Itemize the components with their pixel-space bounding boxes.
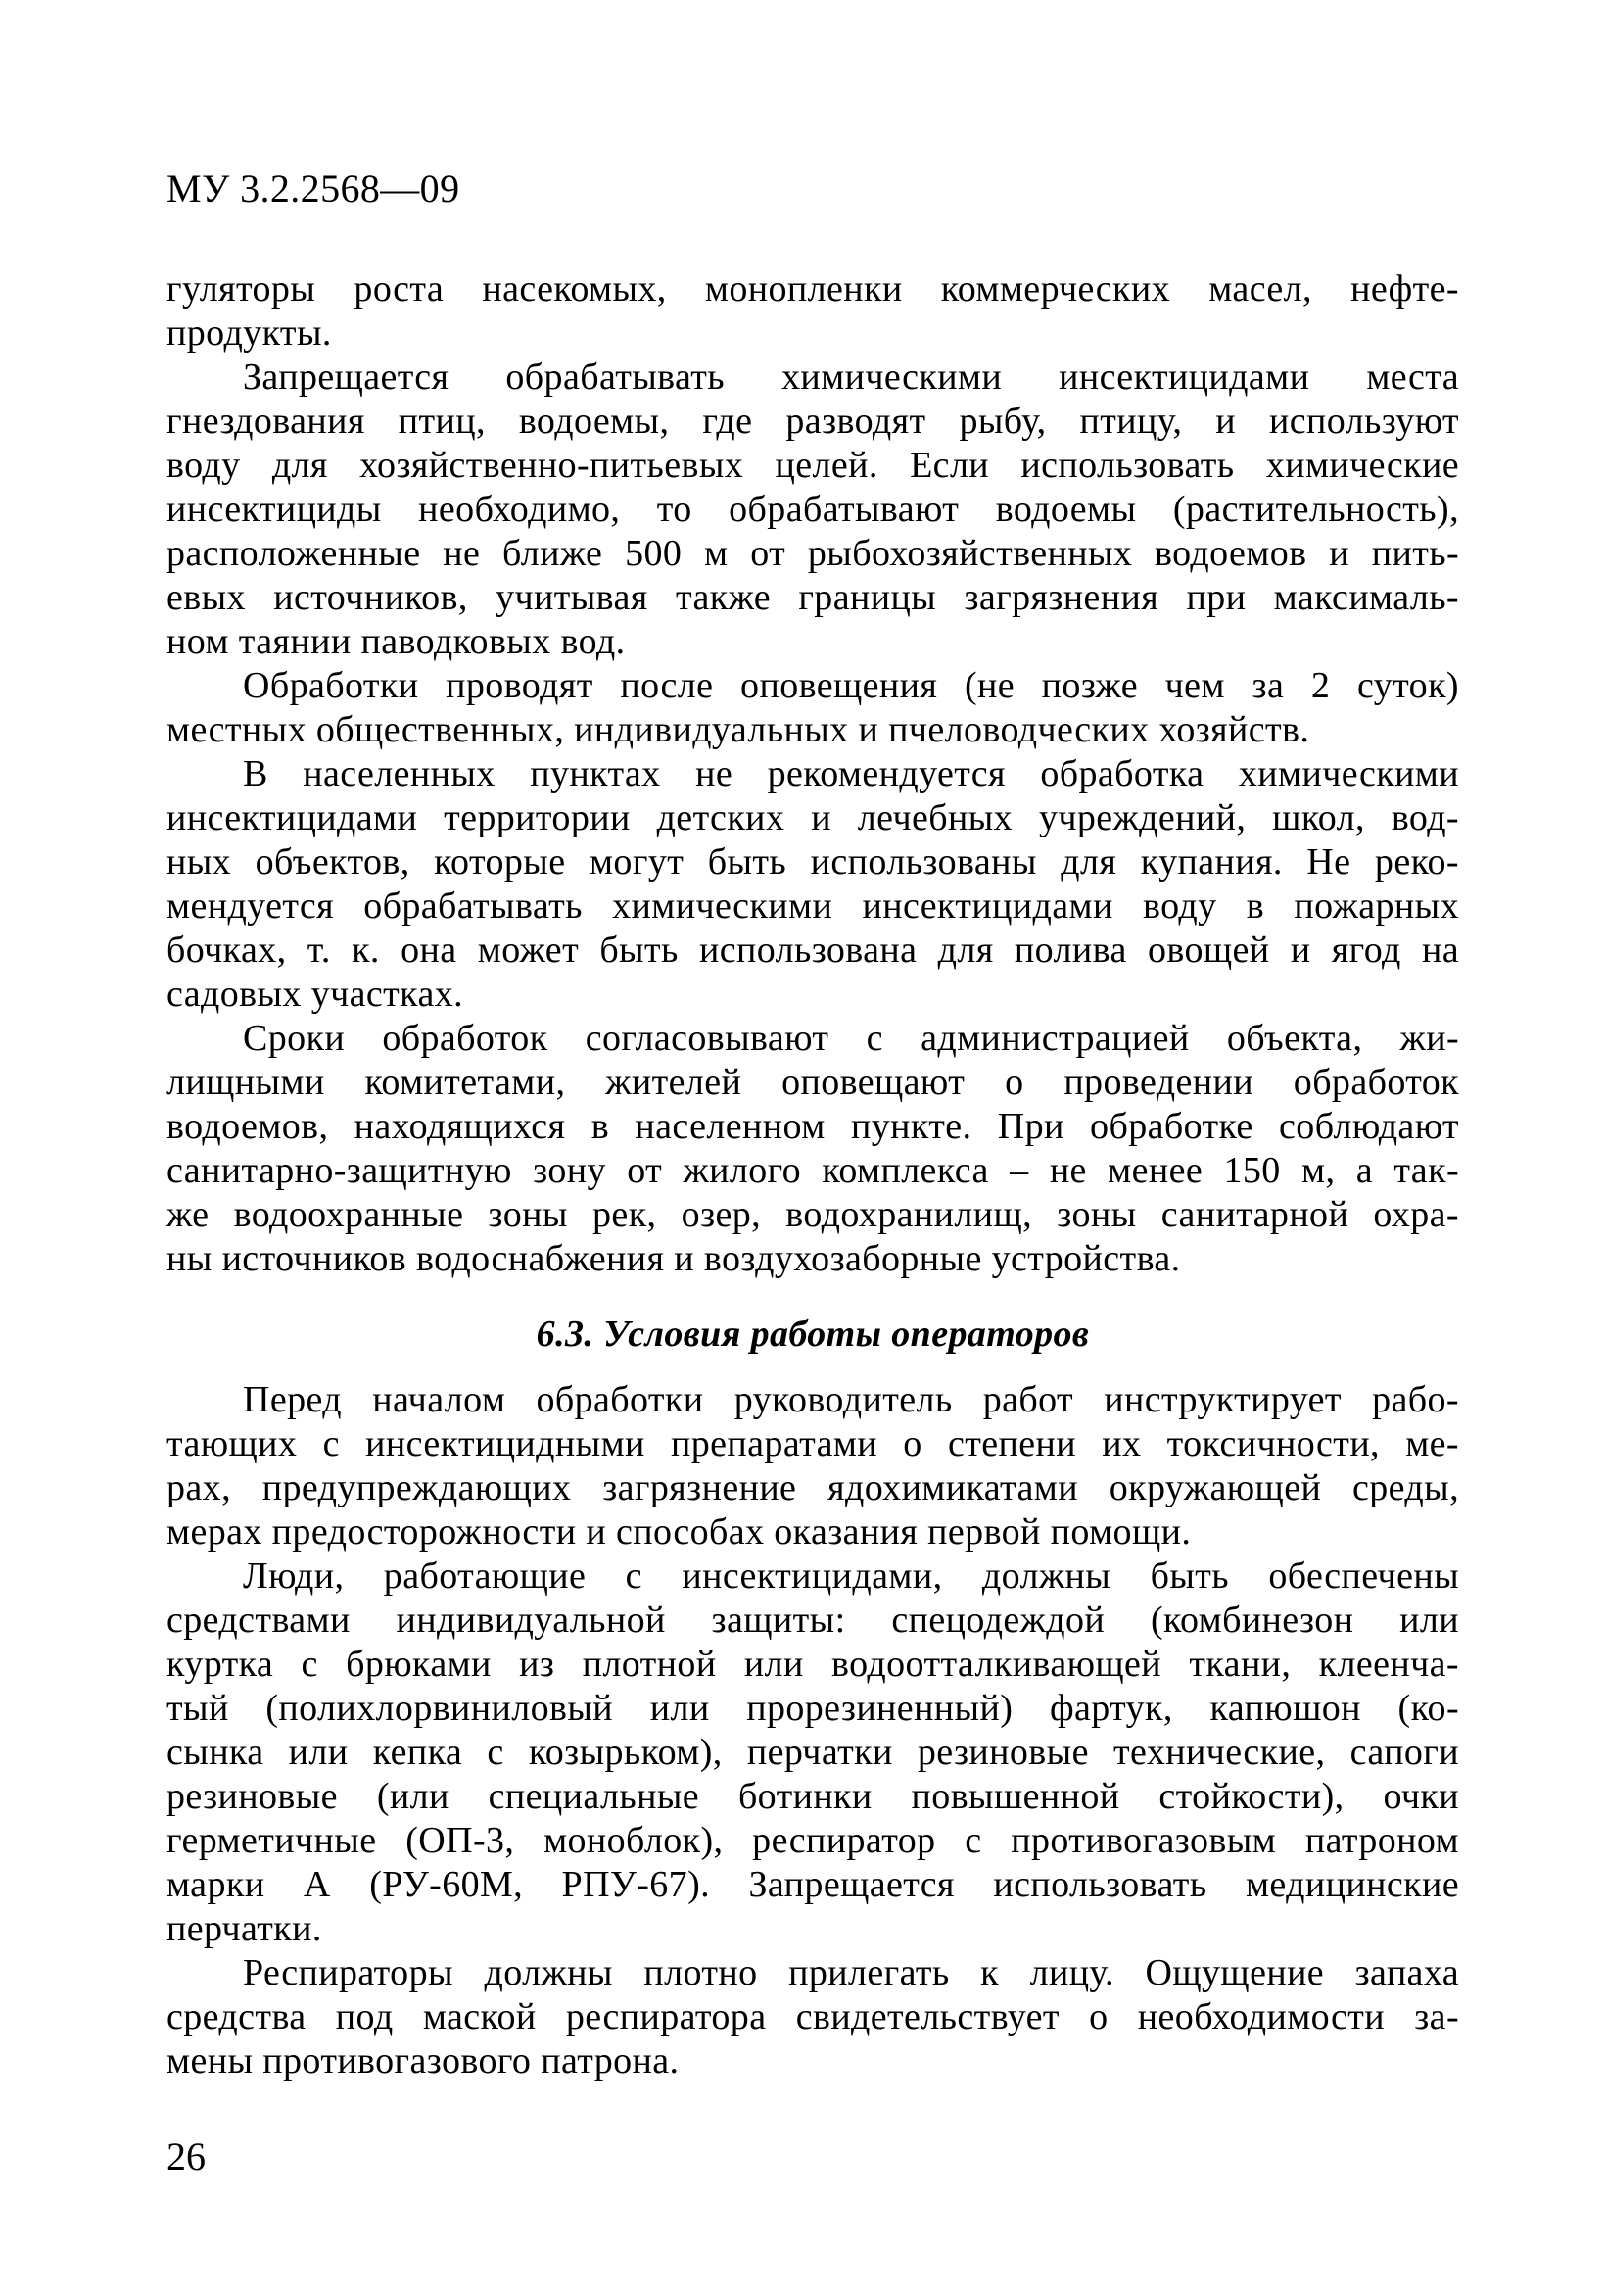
paragraph xyxy=(166,752,1459,1017)
text-line: средствами индивидуальной защиты: спецодеждой (комбинезон или xyxy=(166,1600,1459,1641)
text-line: лищными комитетами, жителей оповещают о проведении обработок xyxy=(166,1062,1459,1103)
text-line: Респираторы должны плотно прилегать к лицу. Ощущение запаха xyxy=(243,1952,1459,1993)
text-line: мены противогазового патрона. xyxy=(166,2040,680,2081)
text-line: гуляторы роста насекомых, монопленки коммерческих масел, нефте- xyxy=(166,268,1459,310)
text-line: марки А (РУ-60М, РПУ-67). Запрещается использовать медицинские xyxy=(166,1864,1459,1905)
text-line: садовых участках. xyxy=(166,974,464,1015)
text-line: воду для хозяйственно-питьевых целей. Если использовать химические xyxy=(166,445,1459,486)
text-line: сынка или кепка с козырьком), перчатки резиновые технические, сапоги xyxy=(166,1732,1459,1773)
text-line: водоемов, находящихся в населенном пункте. При обработке соблюдают xyxy=(166,1106,1459,1147)
text-line: мендуется обрабатывать химическими инсектицидами воду в пожарных xyxy=(166,885,1459,927)
paragraph xyxy=(166,1555,1459,1951)
page-number: 26 xyxy=(166,2134,206,2178)
text-line: ных объектов, которые могут быть использованы для купания. Не реко- xyxy=(166,841,1459,883)
paragraph xyxy=(166,1017,1459,1281)
text-line: ном таянии паводковых вод. xyxy=(166,621,626,662)
paragraph xyxy=(166,1951,1459,2083)
text-line: тый (полихлорвиниловый или прорезиненный) фартук, капюшон (ко- xyxy=(166,1688,1459,1729)
text-line: инсектициды необходимо, то обрабатывают водоемы (растительность), xyxy=(166,489,1459,530)
text-line: резиновые (или специальные ботинки повышенной стойкости), очки xyxy=(166,1776,1459,1817)
text-line: мерах предосторожности и способах оказания первой помощи. xyxy=(166,1511,1192,1553)
text-line: средства под маской респиратора свидетельствует о необходимости за- xyxy=(166,1996,1459,2037)
paragraph-continuation xyxy=(166,267,1459,356)
text-line: Люди, работающие с инсектицидами, должны быть обеспечены xyxy=(243,1555,1459,1597)
text-line: евых источников, учитывая также границы загрязнения при максималь- xyxy=(166,577,1459,618)
text-line: тающих с инсектицидными препаратами о степени их токсичности, ме- xyxy=(166,1423,1459,1464)
text-line: ны источников водоснабжения и воздухозаборные устройства. xyxy=(166,1238,1181,1279)
text-line: бочках, т. к. она может быть использована для полива овощей и ягод на xyxy=(166,930,1459,971)
document-code-header: МУ 3.2.2568—09 xyxy=(166,167,460,211)
text-line: перчатки. xyxy=(166,1908,322,1949)
text-line: же водоохранные зоны рек, озер, водохранилищ, зоны санитарной охра- xyxy=(166,1194,1459,1235)
text-line: санитарно-защитную зону от жилого комплекса – не менее 150 м, а так- xyxy=(166,1150,1459,1191)
text-line: местных общественных, индивидуальных и пчеловодческих хозяйств. xyxy=(166,709,1310,750)
document-body xyxy=(166,267,1459,2083)
text-line: инсектицидами территории детских и лечебных учреждений, школ, вод- xyxy=(166,797,1459,838)
text-line: В населенных пунктах не рекомендуется обработка химическими xyxy=(243,753,1459,794)
text-line: Обработки проводят после оповещения (не позже чем за 2 суток) xyxy=(243,665,1459,706)
text-line: Запрещается обрабатывать химическими инсектицидами места xyxy=(243,357,1459,398)
text-line: Перед началом обработки руководитель работ инструктирует рабо- xyxy=(243,1379,1459,1420)
text-line: Сроки обработок согласовывают с администрацией объекта, жи- xyxy=(243,1018,1459,1059)
text-line: рах, предупреждающих загрязнение ядохимикатами окружающей среды, xyxy=(166,1467,1459,1508)
text-line: гнездования птиц, водоемы, где разводят рыбу, птицу, и используют xyxy=(166,401,1459,442)
section-heading: 6.3. Условия работы операторов xyxy=(536,1314,1090,1355)
text-line: продукты. xyxy=(166,312,332,354)
paragraph xyxy=(166,356,1459,664)
paragraph xyxy=(166,664,1459,752)
text-line: герметичные (ОП-3, моноблок), респиратор с противогазовым патроном xyxy=(166,1820,1459,1861)
text-line: расположенные не ближе 500 м от рыбохозяйственных водоемов и пить- xyxy=(166,533,1459,574)
text-line: куртка с брюками из плотной или водоотталкивающей ткани, клеенча- xyxy=(166,1644,1459,1685)
paragraph xyxy=(166,1378,1459,1555)
